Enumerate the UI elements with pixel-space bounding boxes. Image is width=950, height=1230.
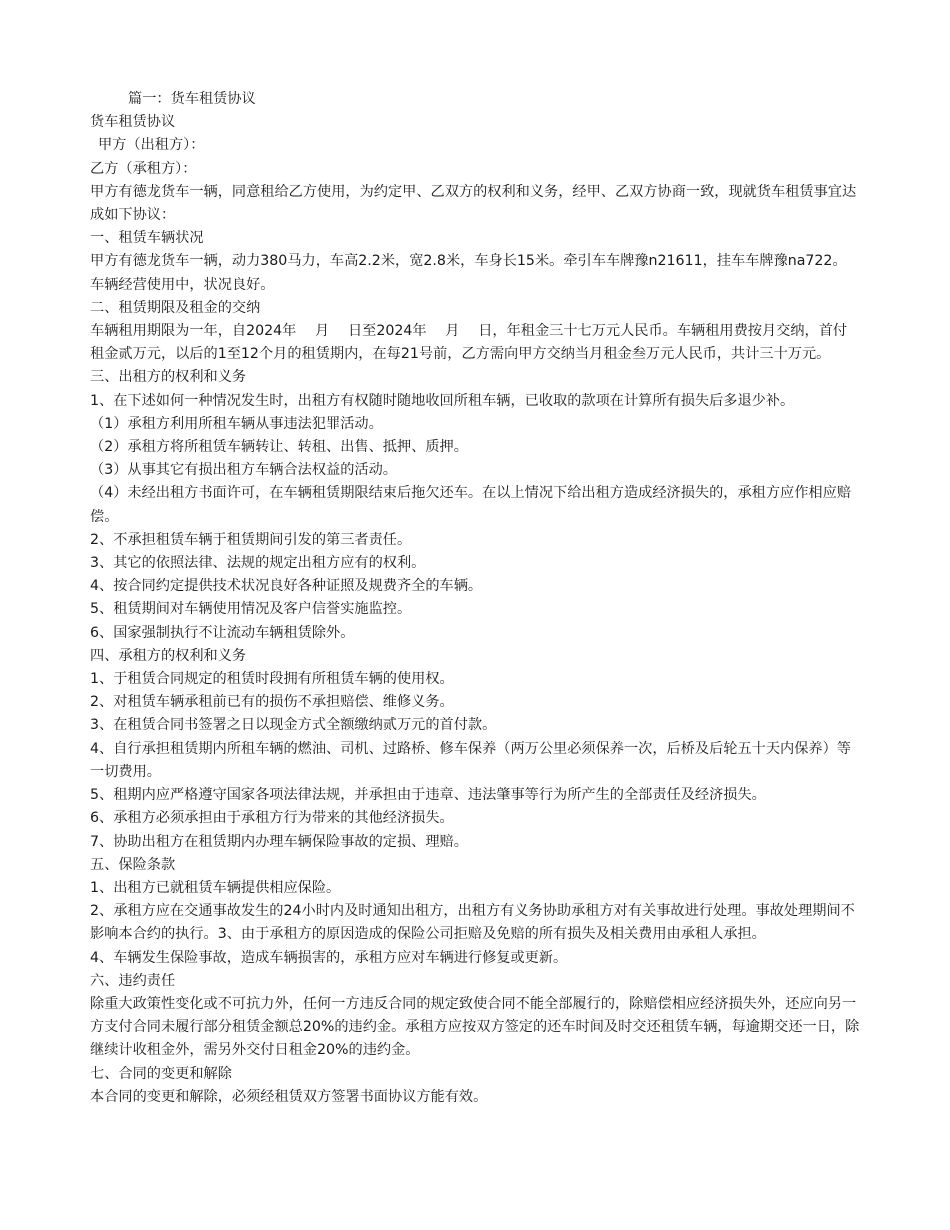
section-4-item-5: 5、租期内应严格遵守国家各项法律法规，并承担由于违章、违法肇事等行为所产生的全部责任及经济损失。 bbox=[90, 787, 766, 804]
section-6-paragraph: 除重大政策性变化或不可抗力外，任何一方违反合同的规定致使合同不能全部履行的，除赔偿相应经济损失外，还应向另一方支付合同未履行部分租赁金额总20%的违约金。承租方应按双方签定的还车时间及时交还租赁车辆，每逾期交还一日，除继续计收租金外，需另外交付日租金20%的违约金。 bbox=[90, 995, 860, 1059]
section-4-item-7: 7、协助出租方在租赁期内办理车辆保险事故的定损、理赔。 bbox=[90, 833, 468, 850]
section-7-paragraph: 本合同的变更和解除，必须经租赁双方签署书面协议方能有效。 bbox=[90, 1088, 488, 1105]
section-3-item-3: 3、其它的依照法律、法规的规定出租方应有的权利。 bbox=[90, 555, 426, 572]
section-2-paragraph: 车辆租用期限为一年，自2024年 月 日至2024年 月 日，年租金三十七万元人民币。车辆租用费按月交纳，首付租金贰万元，以后的1至12个月的租赁期内，在每21号前，乙方需向甲方交纳当月租金叁万元人民币，共计三十万元。 bbox=[90, 323, 848, 363]
section-3-item-2: 2、不承担租赁车辆于租赁期间引发的第三者责任。 bbox=[90, 531, 412, 548]
section-4-item-6: 6、承租方必须承担由于承租方行为带来的其他经济损失。 bbox=[90, 810, 454, 827]
party-b-line: 乙方（承租方）： bbox=[90, 160, 197, 177]
intro-paragraph: 甲方有德龙货车一辆，同意租给乙方使用，为约定甲、乙双方的权利和义务，经甲、乙双方协商一致，现就货车租赁事宜达成如下协议： bbox=[90, 183, 857, 224]
section-1-paragraph: 甲方有德龙货车一辆，动力380马力，车高2.2米，宽2.8米，车身长15米。牵引车车牌豫n21611，挂车车牌豫na722。车辆经营使用中，状况良好。 bbox=[90, 253, 847, 293]
section-3-subitem-1: （1）承租方利用所租车辆从事违法犯罪活动。 bbox=[90, 415, 383, 432]
section-4-item-3: 3、在租赁合同书签署之日以现金方式全额缴纳贰万元的首付款。 bbox=[90, 717, 497, 734]
section-4-title: 四、承租方的权利和义务 bbox=[90, 647, 247, 664]
section-3-item-4: 4、按合同约定提供技术状况良好各种证照及规费齐全的车辆。 bbox=[90, 578, 483, 595]
section-3-item-6: 6、国家强制执行不让流动车辆租赁除外。 bbox=[90, 624, 355, 641]
section-3-subitem-4: （4）未经出租方书面许可，在车辆租赁期限结束后拖欠还车。在以上情况下给出租方造成经济损失的，承租方应作相应赔偿。 bbox=[90, 485, 851, 525]
section-1-title: 一、租赁车辆状况 bbox=[90, 230, 204, 247]
section-3-title: 三、出租方的权利和义务 bbox=[90, 369, 247, 386]
section-3-subitem-2: （2）承租方将所租赁车辆转让、转租、出售、抵押、质押。 bbox=[90, 439, 468, 456]
section-5-item-2: 2、承租方应在交通事故发生的24小时内及时通知出租方，出租方有义务协助承租方对有关事故进行处理。事故处理期间不影响本合约的执行。3、由于承租方的原因造成的保险公司拒赔及免赔的所有损失及相关费用由承租人承担。 bbox=[90, 903, 855, 943]
section-4-item-2: 2、对租赁车辆承租前已有的损伤不承担赔偿、维修义务。 bbox=[90, 694, 454, 711]
section-7-title: 七、合同的变更和解除 bbox=[90, 1065, 232, 1082]
document-heading: 篇一：货车租赁协议 bbox=[128, 91, 256, 107]
section-3-subitem-3: （3）从事其它有损出租方车辆合法权益的活动。 bbox=[90, 462, 397, 479]
document-title: 货车租赁协议 bbox=[90, 114, 176, 131]
section-3-item-1: 1、在下述如何一种情况发生时，出租方有权随时随地收回所租车辆，已收取的款项在计算所有损失后多退少补。 bbox=[90, 392, 795, 409]
section-3-item-5: 5、租赁期间对车辆使用情况及客户信誉实施监控。 bbox=[90, 601, 412, 618]
section-5-item-4: 4、车辆发生保险事故，造成车辆损害的，承租方应对车辆进行修复或更新。 bbox=[90, 949, 568, 966]
section-4-item-1: 1、于租赁合同规定的租赁时段拥有所租赁车辆的使用权。 bbox=[90, 671, 454, 688]
section-5-title: 五、保险条款 bbox=[90, 856, 176, 873]
section-6-title: 六、违约责任 bbox=[90, 972, 176, 989]
section-5-item-1: 1、出租方已就租赁车辆提供相应保险。 bbox=[90, 879, 341, 896]
party-a-line: 甲方（出租方）： bbox=[98, 137, 205, 154]
section-4-item-4: 4、自行承担租赁期内所租车辆的燃油、司机、过路桥、修车保养（两万公里必须保养一次，后桥及后轮五十天内保养）等一切费用。 bbox=[90, 740, 851, 780]
section-2-title: 二、租赁期限及租金的交纳 bbox=[90, 299, 261, 316]
